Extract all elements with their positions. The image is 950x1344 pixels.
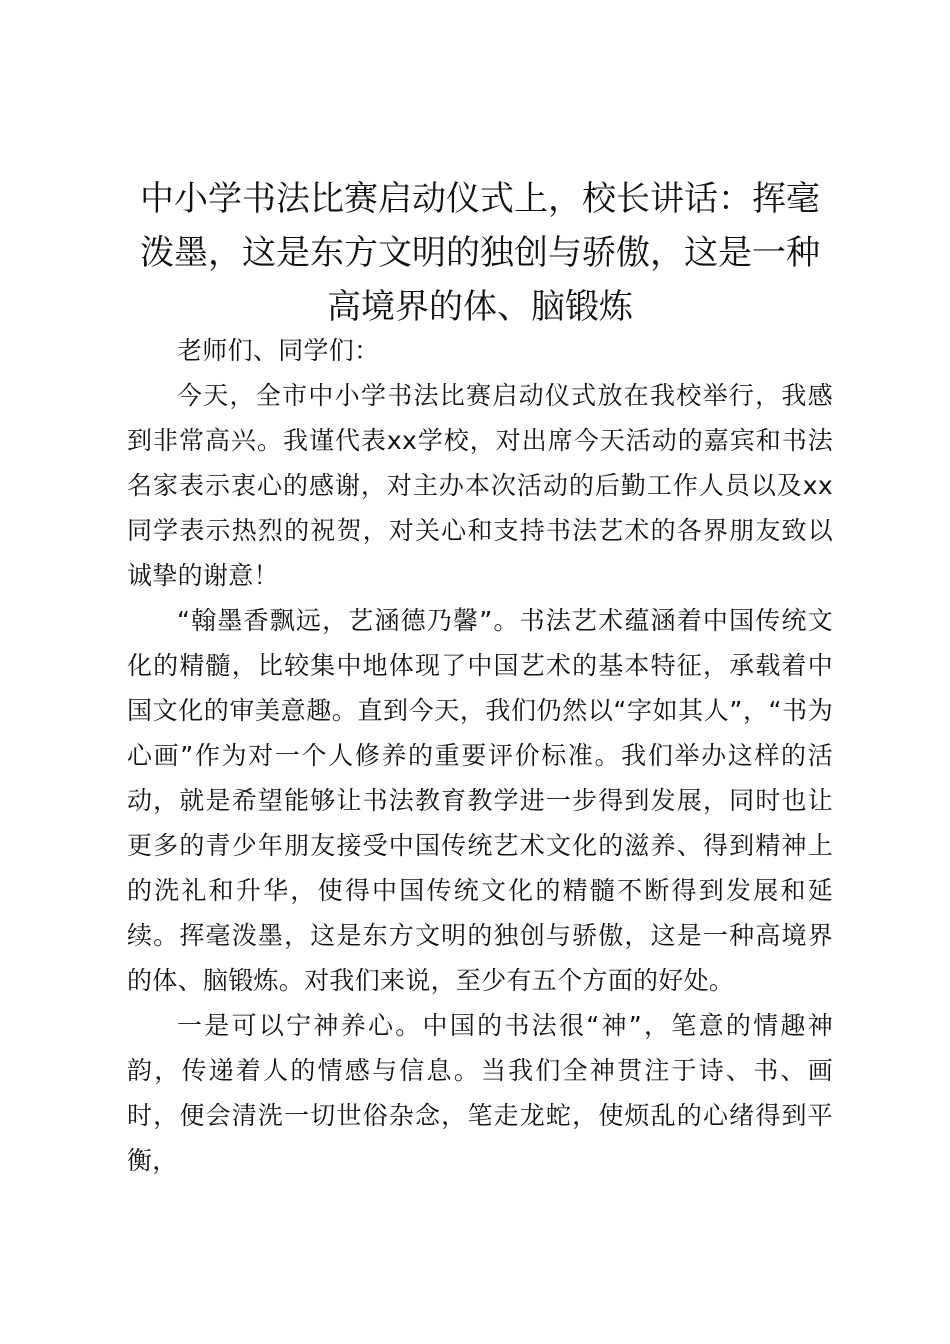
body-paragraph-1: 今天，全市中小学书法比赛启动仪式放在我校举行，我感到非常高兴。我谨代表xx学校，对出席今天活动的嘉宾和书法名家表示衷心的感谢，对主办本次活动的后勤工作人员以及xx同学表示热烈的祝贺，对关心和支持书法艺术的各界朋友致以诚挚的谢意！ — [127, 381, 833, 590]
document-page — [127, 0, 833, 1344]
body-paragraph-3: 一是可以宁神养心。中国的书法很“神”，笔意的情趣神韵，传递着人的情感与信息。当我们全神贯注于诗、书、画时，便会清洗一切世俗杂念，笔走龙蛇，使烦乱的心绪得到平衡， — [127, 1011, 833, 1175]
body-paragraph-2: “翰墨香飘远，艺涵德乃馨”。书法艺术蕴涵着中国传统文化的精髓，比较集中地体现了中国艺术的基本特征，承载着中国文化的审美意趣。直到今天，我们仍然以“字如其人”，“书为心画”作为对一个人修养的重要评价标准。我们举办这样的活动，就是希望能够让书法教育教学进一步得到发展，同时也让更多的青少年朋友接受中国传统艺术文化的滋养、得到精神上的洗礼和升华，使得中国传统文化的精髓不断得到发展和延续。挥毫泼墨，这是东方文明的独创与骄傲，这是一种高境界的体、脑锻炼。对我们来说，至少有五个方面的好处。 — [127, 606, 833, 995]
document-title: 中小学书法比赛启动仪式上，校长讲话：挥毫泼墨，这是东方文明的独创与骄傲，这是一种高境界的体、脑锻炼 — [140, 179, 820, 327]
document-body — [127, 328, 833, 1183]
greeting-paragraph: 老师们、同学们： — [177, 336, 380, 365]
